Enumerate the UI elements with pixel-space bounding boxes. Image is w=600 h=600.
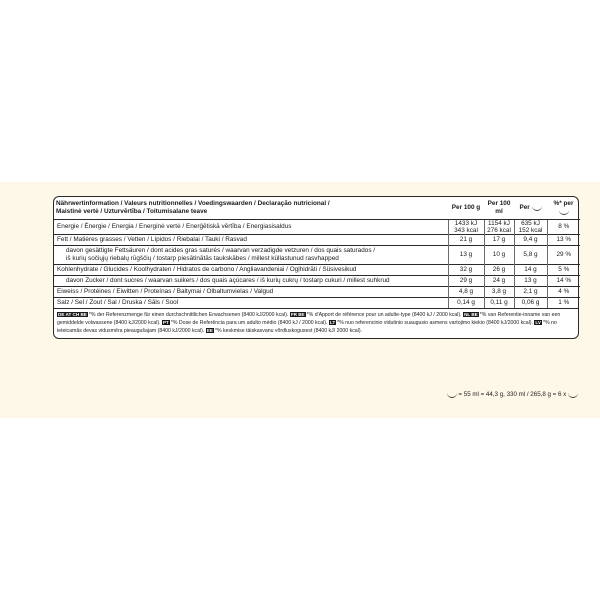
value-per-100ml: 3,8 g bbox=[484, 287, 514, 298]
table-row-protein bbox=[54, 287, 580, 298]
footnote-text: *% nuo referencinio vidutinio suaugusio asmens vartojimo kiekio (8400 kJ/2000 kcal). bbox=[337, 320, 533, 327]
value-per-portion: 2,1 g bbox=[514, 287, 547, 298]
portion-icon bbox=[568, 391, 578, 398]
value-per-100g: 29 g bbox=[448, 276, 484, 287]
value-per-100ml: 17 g bbox=[484, 235, 514, 246]
value-per-100g: 32 g bbox=[448, 265, 484, 276]
value-ri-percent: 5 % bbox=[547, 265, 580, 276]
table-row-salt bbox=[54, 298, 580, 309]
country-badge: LT bbox=[329, 320, 336, 326]
country-badge: LV bbox=[535, 320, 541, 326]
value-ri-percent: 4 % bbox=[547, 287, 580, 298]
value-per-portion: 13 g bbox=[514, 276, 547, 287]
row-label: davon Zucker / dont sucres / waarvan suikers / dos quais açúcares / iš kurių cukrų / tostarp cukuri / millest suhkrud bbox=[54, 276, 448, 287]
value-ri-percent: 14 % bbox=[547, 276, 580, 287]
col-per-portion: Per bbox=[514, 197, 547, 220]
value-per-100g: 0,14 g bbox=[448, 298, 484, 309]
table-title: Nährwertinformation / Valeurs nutritionnelles / Voedingswaarden / Declaração nutricional / Maistinė vertė / Uzturvērtība / Toitumisalane teave bbox=[56, 200, 330, 216]
value-per-100ml: 0,11 g bbox=[484, 298, 514, 309]
value-per-100ml: 1154 kJ 276 kcal bbox=[484, 220, 514, 235]
value-per-100ml: 26 g bbox=[484, 265, 514, 276]
table-row-saturates bbox=[54, 246, 580, 265]
value-per-portion: 0,06 g bbox=[514, 298, 547, 309]
footnotes bbox=[54, 308, 578, 338]
value-per-100ml: 24 g bbox=[484, 276, 514, 287]
col-per-100ml: Per 100 ml bbox=[487, 200, 511, 216]
value-per-portion: 9,4 g bbox=[514, 235, 547, 246]
footnote-text: *% der Referenzmenge für einen durchschnittlichen Erwachsenen (8400 kJ/2000 kcal). bbox=[88, 312, 289, 319]
footnote-text: *% keskmise täiskasvanu võrdluskogusest (8400 kJ/ 2000 kcal). bbox=[214, 328, 363, 335]
value-per-100g: 21 g bbox=[448, 235, 484, 246]
footnote-text: *% no ieteicamās devas vidusmēra pieaugušajam (8400 kJ/2000 kcal). bbox=[57, 320, 557, 335]
table-row-fat bbox=[54, 235, 580, 246]
value-ri-percent: 29 % bbox=[547, 246, 580, 265]
value-per-portion: 14 g bbox=[514, 265, 547, 276]
value-per-100g: 13 g bbox=[448, 246, 484, 265]
value-per-portion: 5,8 g bbox=[514, 246, 547, 265]
table-row-energy bbox=[54, 220, 580, 235]
value-ri-percent: 8 % bbox=[547, 220, 580, 235]
row-label: Eiweiss / Protéines / Eiwitten / Proteínas / Baltymai / Olbaltumvielas / Valgud bbox=[54, 287, 448, 298]
row-label: davon gesättigte Fettsäuren / dont acides gras saturés / waarvan verzadigde vetzuren / dos quais saturados / iš kurių sočiųjų riebalų rūgščių / tostarp piesātinātās taukskābes / millest küllastunud rasvhapped bbox=[54, 246, 448, 265]
portion-icon bbox=[532, 204, 542, 211]
country-badge: DE AT CH BE bbox=[58, 312, 87, 318]
value-ri-percent: 13 % bbox=[547, 235, 580, 246]
portion-icon bbox=[559, 208, 569, 215]
col-per-100g: Per 100 g bbox=[451, 204, 481, 212]
footnote-text: *% Dose de Referência para um adulto médio (8400 kJ / 2000 kcal). bbox=[170, 320, 328, 327]
footnote-text: *% d'Apport de référence pour un adulte-type (8400 kJ / 2000 kcal). bbox=[306, 312, 462, 319]
value-per-100g: 4,8 g bbox=[448, 287, 484, 298]
value-ri-percent: 1 % bbox=[547, 298, 580, 309]
table-row-sugars bbox=[54, 276, 580, 287]
row-label: Fett / Matières grasses / Vetten / Lípidos / Riebalai / Tauki / Rasvad bbox=[54, 235, 448, 246]
country-badge: FR BE bbox=[290, 312, 305, 318]
nutrition-table-card bbox=[53, 196, 579, 339]
portion-icon bbox=[447, 391, 457, 398]
country-badge: EE bbox=[206, 328, 213, 334]
value-per-portion: 635 kJ 152 kcal bbox=[514, 220, 547, 235]
portion-size-note: = 55 ml = 44,3 g, 330 ml / 265,8 g = 6 x bbox=[447, 391, 578, 398]
row-label: Energie / Énergie / Energia / Energinė vertė / Enerģētiskā vērtība / Energiasisaldus bbox=[54, 220, 448, 235]
row-label: Kohlenhydrate / Glucides / Koolhydraten / Hidratos de carbono / Angliavandeniai / Ogļhidrāti / Süsivesikud bbox=[54, 265, 448, 276]
value-per-100g: 1433 kJ 343 kcal bbox=[448, 220, 484, 235]
table-row-carbohydrate bbox=[54, 265, 580, 276]
col-reference-intake: %* per bbox=[547, 197, 580, 220]
nutrition-table bbox=[54, 197, 580, 308]
value-per-100ml: 10 g bbox=[484, 246, 514, 265]
row-label: Salz / Sel / Zout / Sal / Druska / Sāls / Sool bbox=[54, 298, 448, 309]
table-header-row bbox=[54, 197, 580, 220]
footnote-text: *% van Referentie-inname van een gemiddelde volwassene (8400 kJ/2000 kcal). bbox=[57, 312, 561, 327]
country-badge: PT bbox=[162, 320, 169, 326]
country-badge: NL BE bbox=[464, 312, 478, 318]
